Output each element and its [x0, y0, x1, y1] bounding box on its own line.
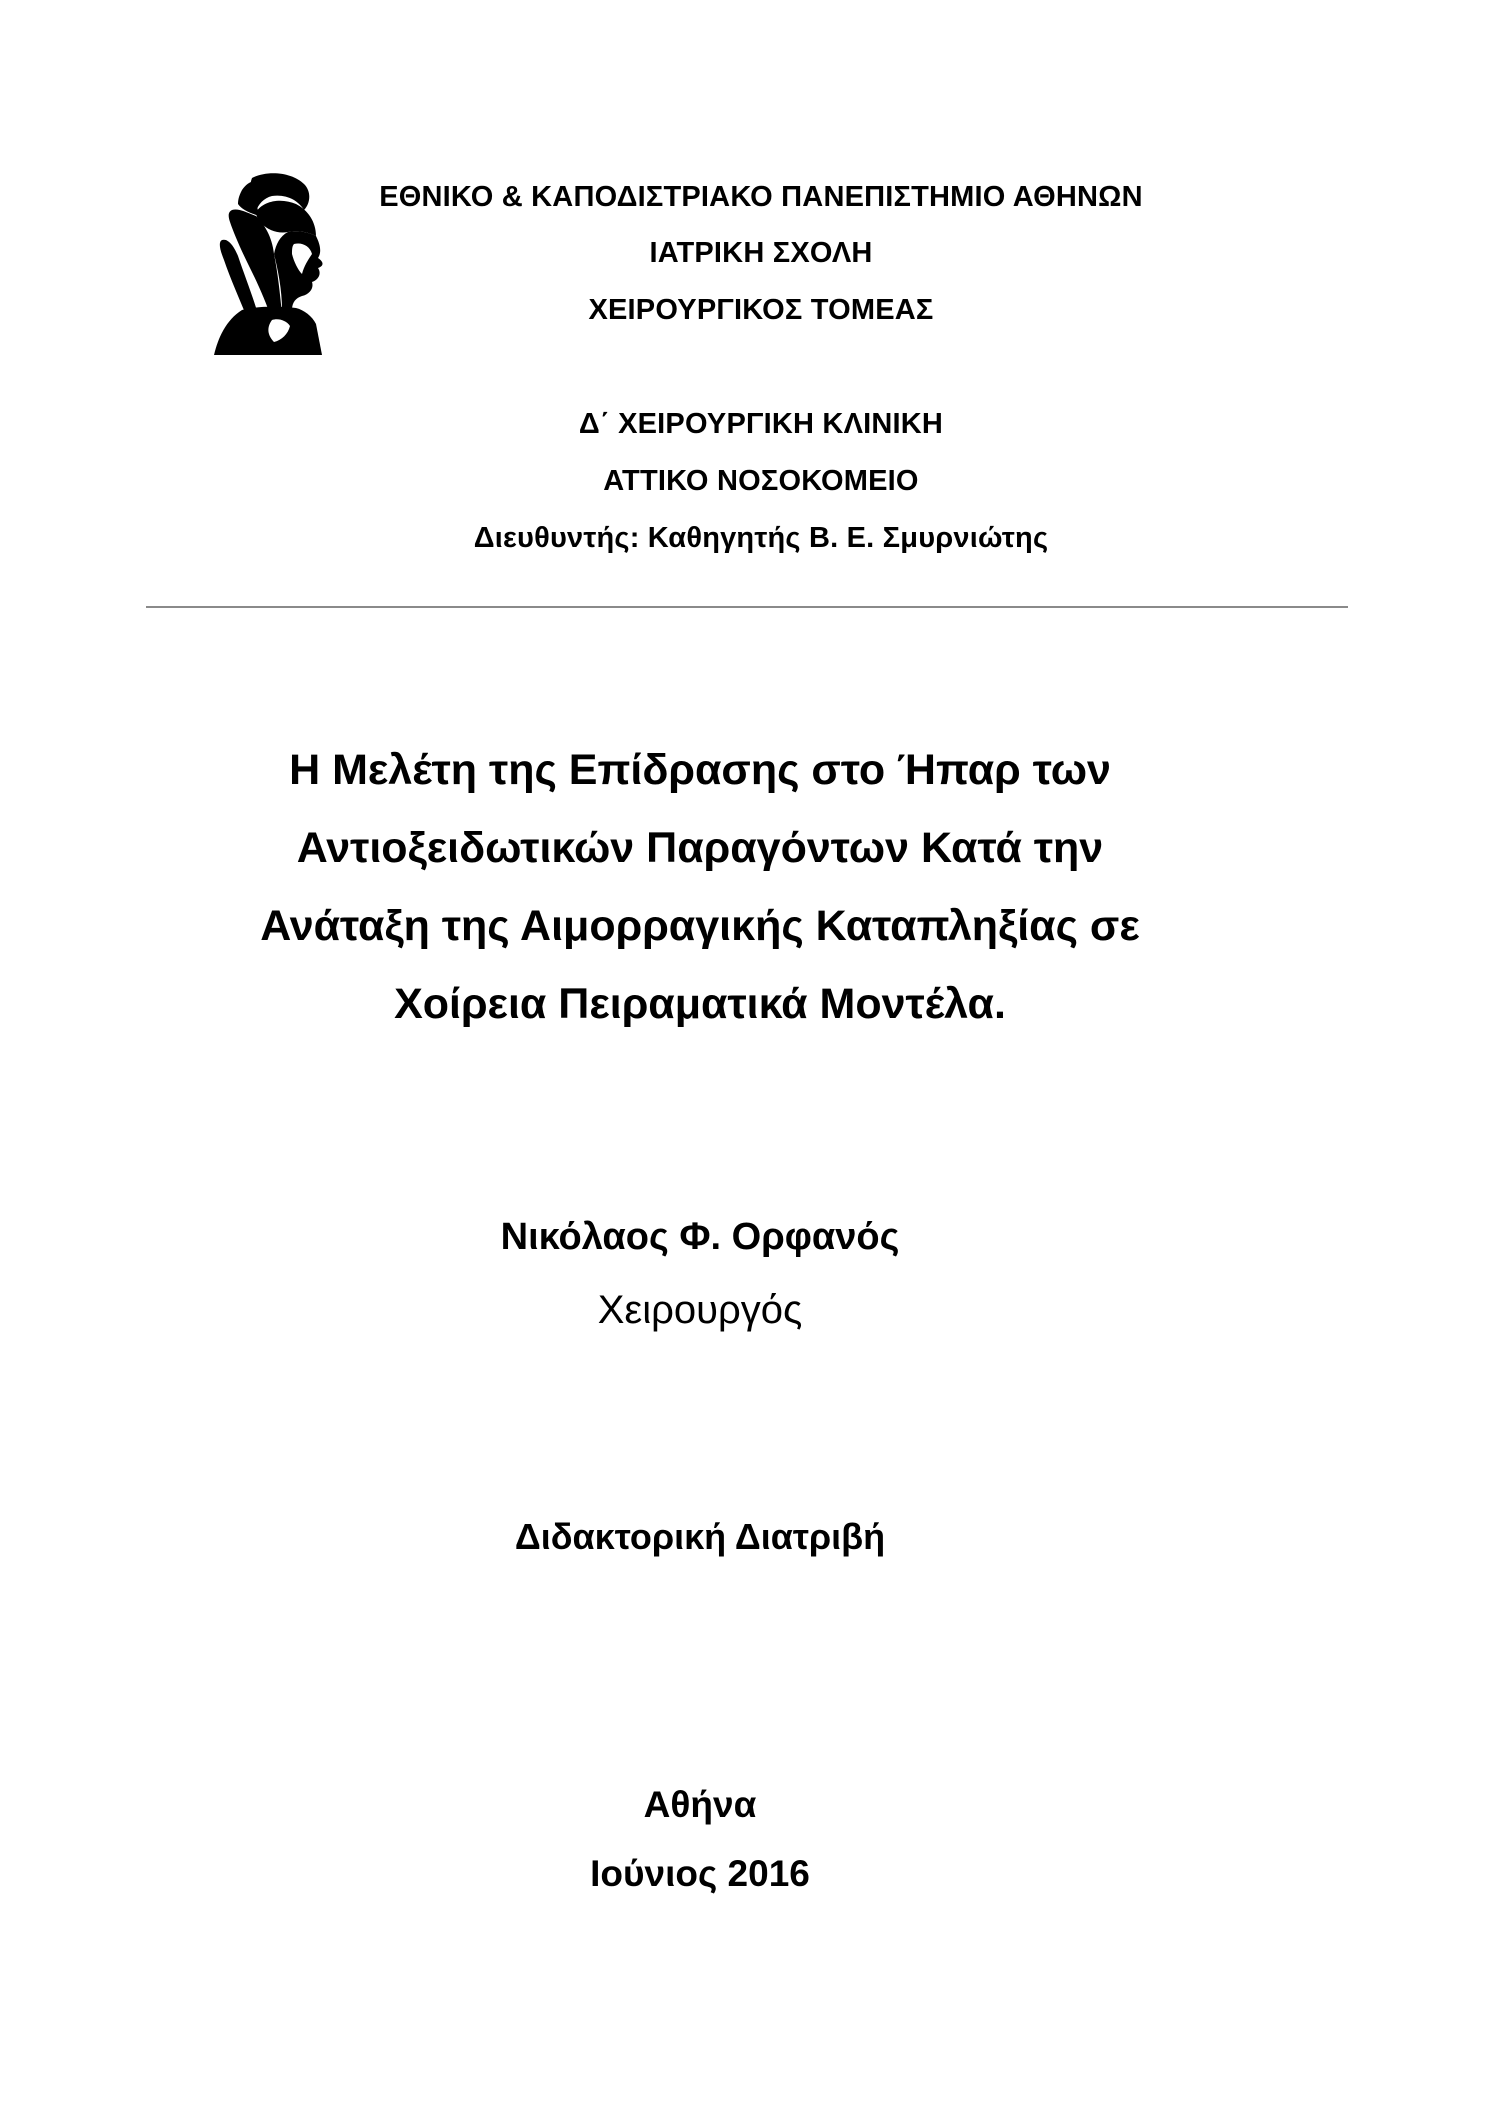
thesis-title-line-3: Ανάταξη της Αιμορραγικής Καταπληξίας σε	[260, 902, 1140, 950]
thesis-type: Διδακτορική Διατριβή	[514, 1516, 886, 1557]
thesis-title-line-2: Αντιοξειδωτικών Παραγόντων Κατά την	[296, 824, 1104, 872]
athena-head-logo-icon	[212, 170, 330, 355]
sector-name: ΧΕΙΡΟΥΡΓΙΚΟΣ ΤΟΜΕΑΣ	[588, 294, 934, 326]
school-name: ΙΑΤΡΙΚΗ ΣΧΟΛΗ	[649, 237, 873, 269]
date: Ιούνιος 2016	[590, 1853, 810, 1894]
university-name: ΕΘΝΙΚΟ & ΚΑΠΟΔΙΣΤΡΙΑΚΟ ΠΑΝΕΠΙΣΤΗΜΙΟ ΑΘΗΝΩΝ	[379, 181, 1143, 213]
director-line: Διευθυντής: Καθηγητής Β. Ε. Σμυρνιώτης	[473, 522, 1049, 554]
header-divider	[146, 606, 1348, 608]
author-role: Χειρουργός	[597, 1288, 803, 1332]
thesis-title-line-4: Χοίρεια Πειραματικά Μοντέλα.	[394, 980, 1006, 1028]
author-name: Νικόλαος Φ. Ορφανός	[500, 1216, 900, 1258]
city: Αθήνα	[643, 1784, 757, 1825]
hospital-name: ΑΤΤΙΚΟ ΝΟΣΟΚΟΜΕΙΟ	[603, 465, 919, 497]
clinic-name: Δ΄ ΧΕΙΡΟΥΡΓΙΚΗ ΚΛΙΝΙΚΗ	[578, 408, 944, 440]
thesis-title-line-1: Η Μελέτη της Επίδρασης στο Ήπαρ των	[289, 746, 1111, 794]
